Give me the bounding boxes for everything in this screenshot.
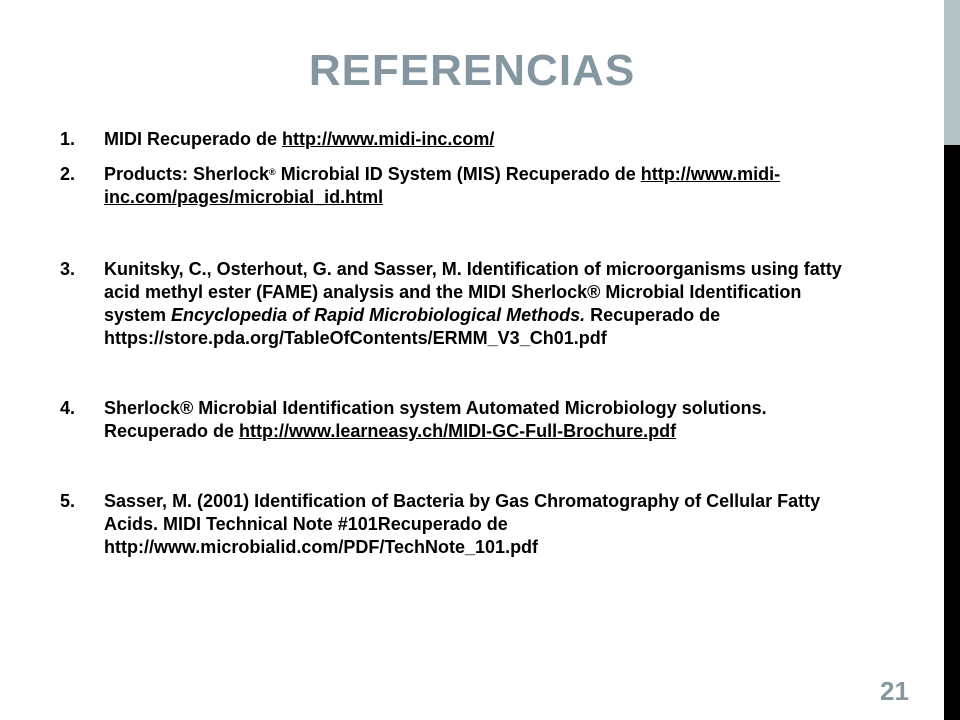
reference-number: 1. — [60, 129, 76, 149]
reference-text: Products: Sherlock — [104, 164, 270, 184]
registered-mark: ® — [269, 167, 276, 177]
reference-item-3 — [60, 258, 860, 350]
side-accent-strip-light — [944, 0, 960, 145]
reference-list — [60, 128, 860, 559]
reference-item-5 — [60, 490, 860, 559]
reference-text: Kunitsky, C., Osterhout, G. and Sasser, M. Identification of microorganisms using fatty acid methyl ester (FAME) analysis and the MIDI Sherlock® Microbial Identification system — [104, 259, 842, 325]
reference-source-title: Encyclopedia of Rapid Microbiological Methods. — [171, 305, 586, 325]
reference-number: 4. — [60, 398, 76, 418]
reference-item-2 — [60, 163, 860, 209]
page-number: 21 — [880, 676, 909, 706]
reference-link[interactable]: http://www.midi-inc.com/ — [282, 129, 495, 149]
reference-link[interactable]: http://www.midi-inc.com/pages/microbial_id.html — [104, 164, 781, 207]
reference-text: MIDI Recuperado de — [104, 129, 283, 149]
reference-number: 3. — [60, 259, 76, 279]
reference-item-1 — [60, 128, 860, 151]
reference-number: 2. — [60, 164, 76, 184]
reference-link[interactable]: http://www.learneasy.ch/MIDI-GC-Full-Brochure.pdf — [239, 421, 677, 441]
reference-number: 5. — [60, 491, 76, 511]
reference-text: Microbial ID System (MIS) Recuperado de — [275, 164, 641, 184]
reference-text: Recuperado de https://store.pda.org/TableOfContents/ERMM_V3_Ch01.pdf — [104, 305, 721, 348]
reference-text: Sherlock® Microbial Identification system Automated Microbiology solutions. Recuperado de — [104, 398, 767, 441]
slide-title: REFERENCIAS — [308, 46, 636, 95]
reference-item-4 — [60, 397, 860, 443]
reference-text: Sasser, M. (2001) Identification of Bacteria by Gas Chromatography of Cellular Fatty Acids. MIDI Technical Note #101Recuperado de http://www.microbialid.com/PDF/TechNote_101.pdf — [104, 491, 821, 557]
side-accent-strip-dark — [944, 145, 960, 720]
